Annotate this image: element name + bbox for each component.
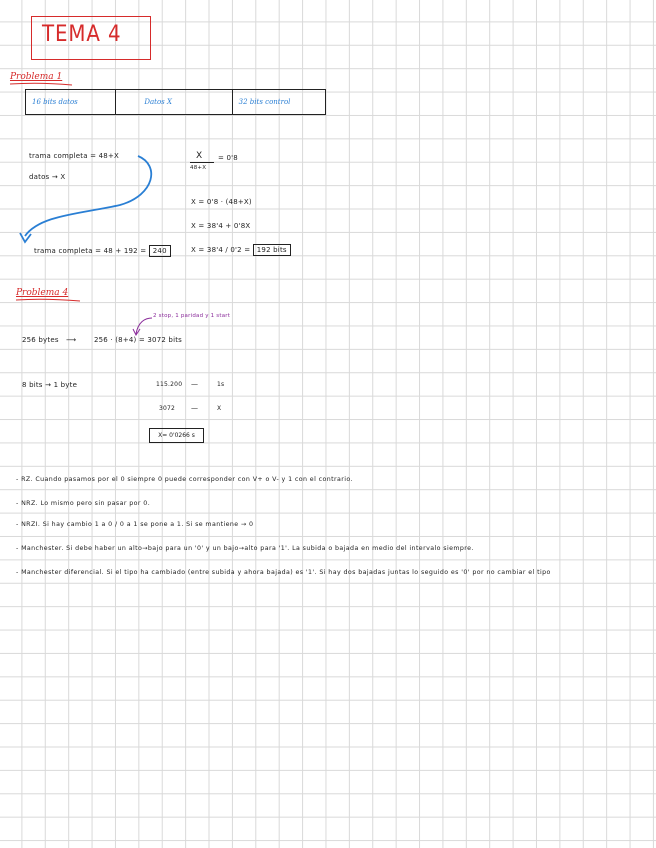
fraction-equals: = 0'8 xyxy=(218,154,238,162)
problema-4-underline xyxy=(16,299,80,301)
bytes-line-left: 256 bytes xyxy=(22,336,59,344)
page-title: TEMA 4 xyxy=(42,22,122,47)
note-manchester: - Manchester. Si debe haber un alto→bajo para un '0' y un bajo→alto para '1'. La subida o bajada en medio del intervalo siempre. xyxy=(16,545,474,552)
note-rz: - RZ. Cuando pasamos por el 0 siempre 0 puede corresponder con V+ o V- y 1 con el contrario. xyxy=(16,476,353,483)
problema-1-underline xyxy=(10,83,72,85)
bits-annotation: 2 stop, 1 paridad y 1 start xyxy=(153,313,231,319)
trama-result-boxed: 240 xyxy=(149,245,171,257)
note-manchester-diferencial: - Manchester diferencial. Si el tipo ha cambiado (entre subida y ahora bajada) es '1'. Si hay dos bajadas juntas lo seguido es '0' por no cambiar el tipo xyxy=(16,569,551,576)
proportion-top-left: 115.200 xyxy=(156,381,183,388)
frame-cell-control: 32 bits control xyxy=(232,90,325,114)
note-nrz: - NRZ. Lo mismo pero sin pasar por 0. xyxy=(16,500,151,507)
equation-line-3-text: X = 38'4 / 0'2 = xyxy=(191,246,251,254)
note-nrzi: - NRZI. Si hay cambio 1 a 0 / 0 a 1 se pone a 1. Si se mantiene → 0 xyxy=(16,521,254,528)
bytes-line-right: 256 · (8+4) = 3072 bits xyxy=(94,336,183,344)
arrow-1: ⟶ xyxy=(66,336,77,344)
problema-1-heading: Problema 1 xyxy=(10,72,63,82)
frame-cell-data: Datos X xyxy=(115,90,231,114)
proportion-bottom-dash: — xyxy=(191,404,199,412)
equation-line-1: X = 0'8 · (48+X) xyxy=(191,198,252,206)
byte-definition: 8 bits → 1 byte xyxy=(22,381,78,389)
equation-boxed-result: 192 bits xyxy=(253,244,291,256)
proportion-top-right: 1s xyxy=(217,381,225,388)
equation-line-2: X = 38'4 + 0'8X xyxy=(191,222,251,230)
trama-result-text: trama completa = 48 + 192 = xyxy=(34,247,147,255)
proportion-bottom-right: X xyxy=(217,405,222,412)
problema-4-heading: Problema 4 xyxy=(16,288,69,298)
blue-curve-arrow xyxy=(25,156,151,236)
frame-cell-header: 16 bits datos xyxy=(32,98,78,106)
datos-line: datos → X xyxy=(29,173,66,181)
result-box: X= 0'0266 s xyxy=(149,428,204,443)
proportion-top-dash: — xyxy=(191,380,199,388)
trama-completa-line: trama completa = 48+X xyxy=(29,152,120,160)
proportion-bottom-left: 3072 xyxy=(159,405,176,412)
fraction-numerator: X xyxy=(196,151,203,161)
fraction-denominator: 48+X xyxy=(190,165,207,171)
